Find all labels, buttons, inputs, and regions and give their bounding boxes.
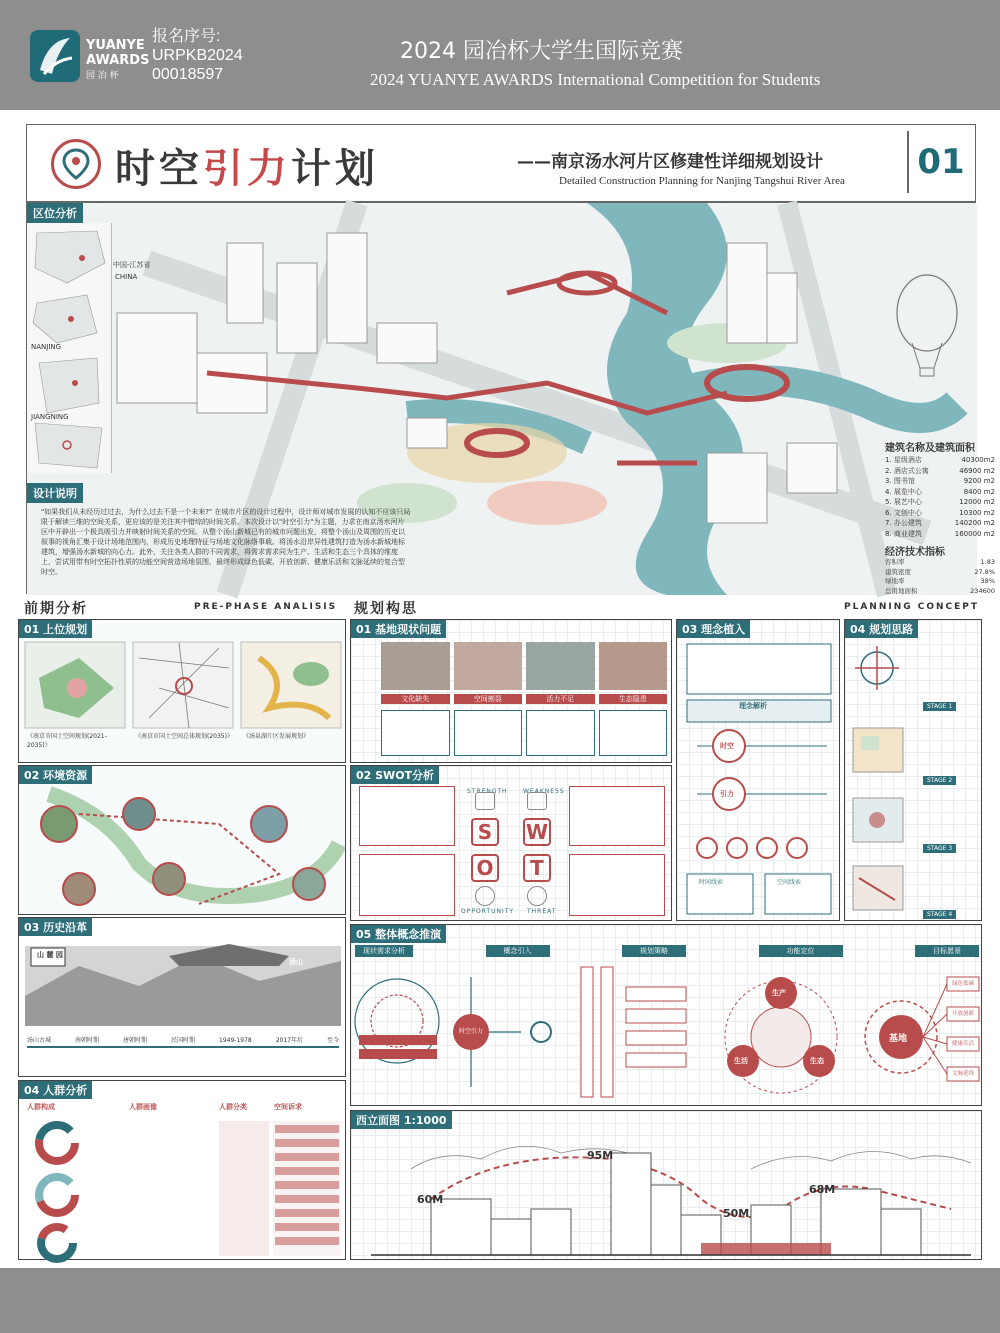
ring-ecology: 生态: [810, 1057, 824, 1065]
swot-o: O: [471, 854, 499, 882]
crown-icon: [475, 792, 495, 810]
project-title: [115, 137, 379, 194]
registration-code-2: 00018597: [152, 66, 224, 83]
crowd-title: 04 人群分析: [19, 1081, 92, 1099]
site-issue-tag: 文化缺失: [381, 694, 450, 704]
environment-map: [19, 784, 347, 914]
concept-diagram: [677, 638, 841, 918]
concept-deduction-title: 05 整体概念推演: [351, 925, 446, 943]
site-issue-note: [381, 710, 450, 756]
poster-footer: [0, 1268, 1000, 1333]
table-row: 7. 办公建筑 140200 m2: [885, 519, 995, 527]
title-part-3: 计划: [291, 146, 379, 192]
strength-box: [359, 786, 455, 846]
site-issue-note: [526, 710, 595, 756]
west-elevation-drawing: [351, 1129, 983, 1259]
history-title: 03 历史沿革: [19, 918, 92, 936]
crowd-sub-2: 人群画像: [129, 1103, 157, 1111]
swot-title: 02 SWOT分析: [351, 766, 439, 784]
history-sign-text-2: 汤山: [289, 958, 303, 966]
stage-label-3: STAGE 3: [923, 844, 956, 853]
elevation-height-50m: 50M: [723, 1207, 750, 1220]
deduction-col-header: 规划策略: [622, 945, 686, 957]
target-icon: [475, 886, 495, 906]
concept-label-spacetime: 时空: [720, 742, 734, 750]
timeline-item: 民国时期: [171, 1037, 196, 1044]
checklist-icon: [527, 792, 547, 810]
building-area-table-title: 建筑名称及建筑面积: [885, 443, 975, 454]
crowd-sub-1: 人群构成: [27, 1103, 55, 1111]
table-row: 绿地率 38%: [885, 577, 995, 585]
table-row: 1. 星级酒店 40300m2: [885, 456, 995, 464]
registration-number: [152, 27, 243, 84]
competition-title-cn: 2024 园冶杯大学生国际竞赛: [400, 39, 683, 64]
map-label-china: CHINA: [115, 273, 138, 281]
pre-analysis-band: [24, 598, 344, 618]
crowd-donuts: [19, 1115, 347, 1265]
elevation-height-68m: 68M: [809, 1183, 836, 1196]
timeline-item: 1949-1978: [219, 1037, 252, 1044]
timeline-item: 至今: [326, 1037, 339, 1044]
environment-title: 02 环境资源: [19, 766, 92, 784]
poster-header: [0, 0, 1000, 110]
sheet-number: 01: [907, 131, 973, 193]
table-row: 4. 展览中心 8400 m2: [885, 487, 995, 496]
opportunity-box: [359, 854, 455, 916]
site-issue-notes: [381, 710, 667, 756]
registration-label: 报名序号:: [152, 28, 221, 45]
history-panel: [18, 917, 346, 1077]
site-photo: [454, 642, 523, 690]
table-row: 2. 酒店式公寓 46900 m2: [885, 466, 995, 475]
title-bar: [26, 124, 976, 202]
weakness-box: [569, 786, 665, 846]
design-statement-label: 设计说明: [27, 483, 83, 503]
site-photo: [599, 642, 668, 690]
swot-word-threat: THREAT: [527, 908, 557, 915]
timeline-item: 唐朝时期: [123, 1037, 148, 1044]
upper-plan-panel: [18, 619, 346, 763]
registration-code-1: URPKB2024: [152, 47, 243, 64]
location-analysis-label: 区位分析: [27, 203, 83, 223]
site-photo: [381, 642, 450, 690]
planning-approach-panel: [844, 619, 982, 921]
title-part-1: 时空: [115, 146, 203, 192]
timeline-item: 汤山古城: [27, 1037, 52, 1044]
deduction-col-header: 现状需求分析: [355, 945, 413, 957]
upper-plan-caption-3: 《汤泉湖片区发展规划》: [243, 733, 310, 740]
logo-text-yuanye: YUANYE: [86, 38, 145, 53]
building-area-table: [885, 455, 995, 539]
deduction-core-label: 基地: [889, 1034, 908, 1044]
vision-item: 绿色低碳: [951, 981, 974, 987]
design-statement-text: "如果我们从未经历过过去，为什么过去不是一个未来?" 在城市片区的设计过程中，设计师对城市发展的认知不应该只局限于解读三维的空间关系，更应该的是关注其中错综的时间关系。本次设计以"时空引力"为主题，力求在南京汤水河片区中开辟出一个极具吸引力并映射时间关系的空间。从整个汤山新城已有的城市问题出发，将整个汤山及周围的历史以叙事的视角汇集于设计场地范围内，形成历史地理特征与场地文化脉络事载。将汤水沿岸异性建筑打造为汤水新城地标建筑，增强汤水新城的向心力。此外，关注各类人群的不同需求，将需求需求同为生产、生活和生态三个具体的维度上，尝试用带有时空拓扑性质的功能空间营造场地氛围，最终形成绿色低碳、开放创新、健康乐活和文脉延续的复合型时空。: [41, 508, 411, 576]
threat-box: [569, 854, 665, 916]
deduction-col-header: 目标愿景: [915, 945, 979, 957]
concept-panel: [676, 619, 840, 921]
table-row: 8. 商业建筑 160000 m2: [885, 529, 995, 538]
site-issue-note: [599, 710, 668, 756]
swot-t: T: [523, 854, 551, 882]
economic-indicator-table: [885, 558, 995, 596]
yuanye-logo-icon: [30, 30, 80, 82]
economic-indicator-title: 经济技术指标: [885, 547, 945, 558]
location-pin-icon: [51, 139, 101, 189]
table-row: 总用地面积 234600: [885, 586, 995, 595]
vision-item: 文脉延续: [951, 1071, 974, 1077]
pre-analysis-title-en: PRE-PHASE ANALISIS: [194, 602, 338, 612]
vision-item: 健康乐活: [951, 1041, 974, 1047]
environment-panel: [18, 765, 346, 915]
stage-label-1: STAGE 1: [923, 702, 956, 711]
site-issues-panel: [350, 619, 672, 763]
table-row: 3. 图书馆 9200 m2: [885, 477, 995, 485]
planning-concept-title: 规划构思: [354, 601, 418, 620]
planning-stages-diagrams: [845, 638, 983, 918]
pre-analysis-title: 前期分析: [24, 601, 88, 620]
swot-s: S: [471, 818, 499, 846]
logo-text-awards: AWARDS: [86, 53, 150, 68]
concept-label-space: 空间线索: [777, 879, 802, 886]
concept-label-gravity: 引力: [720, 790, 734, 798]
timeline: [27, 1036, 339, 1045]
table-row: 5. 展艺中心 12000 m2: [885, 498, 995, 506]
swot-panel: [350, 765, 672, 921]
timeline-item: 2017年后: [275, 1037, 303, 1044]
swot-word-weakness: WEAKNESS: [523, 788, 565, 795]
site-issues-title: 01 基地现状问题: [351, 620, 446, 638]
poster-board: [14, 114, 995, 1264]
swot-word-strength: STRENGTH: [467, 788, 508, 795]
project-subtitle-en: Detailed Construction Planning for Nanjing Tangshui River Area: [559, 175, 845, 187]
elevation-height-60m: 60M: [417, 1193, 444, 1206]
site-issue-note: [454, 710, 523, 756]
title-part-2: 引力: [203, 146, 291, 192]
crowd-panel: [18, 1080, 346, 1260]
logo-text-cn: 园 冶 杯: [86, 71, 119, 81]
concept-deduction-panel: [350, 924, 982, 1106]
planning-approach-title: 04 规划思路: [845, 620, 918, 638]
site-issue-tag: 活力不足: [526, 694, 595, 704]
west-elevation-panel: [350, 1110, 982, 1260]
map-label-nanjing: NANJING: [31, 343, 62, 351]
masterplan-hero: [26, 202, 995, 595]
history-collage: [19, 936, 347, 1036]
ring-living: 生活: [734, 1057, 748, 1065]
timeline-item: 南朝时期: [75, 1037, 100, 1044]
history-sign-text: 山 麓 园: [37, 951, 63, 959]
site-issue-tags: [381, 694, 667, 704]
map-label-jiangning: JIANGNING: [31, 413, 69, 421]
competition-title-en: 2024 YUANYE AWARDS International Competition for Students: [370, 70, 821, 89]
hazard-icon: [527, 886, 547, 906]
west-elevation-title: 西立面图 1:1000: [351, 1111, 452, 1129]
deduction-col-header: 概念引入: [486, 945, 550, 957]
site-issue-tag: 生态隐患: [599, 694, 668, 704]
table-row: 建筑密度 27.8%: [885, 567, 995, 576]
elevation-height-95m: 95M: [587, 1149, 614, 1162]
upper-plan-caption-2: 《南京市国土空间总体规划(2035)》: [135, 733, 233, 740]
map-label-jiangsu: 中国-江苏省: [113, 261, 151, 269]
location-map-strip: [27, 223, 151, 473]
deduction-center-label: 时空引力: [459, 1028, 484, 1035]
site-photos: [381, 642, 667, 690]
vision-item: 开放创新: [951, 1011, 974, 1017]
stage-label-2: STAGE 2: [923, 776, 956, 785]
crowd-sub-3: 人群分类: [219, 1103, 247, 1111]
concept-label-analysis: 理念解析: [739, 702, 767, 710]
deduction-col-header: 功能定位: [759, 945, 843, 957]
concept-label-time: 时间线索: [699, 879, 724, 886]
upper-plan-caption-1: 《南京市国土空间规划(2021-2035)》: [27, 733, 107, 749]
table-row: 6. 文创中心 10300 m2: [885, 508, 995, 517]
timeline-line: [27, 1046, 339, 1048]
planning-concept-title-en: PLANNING CONCEPT: [844, 602, 980, 612]
project-subtitle-cn: ——南京汤水河片区修建性详细规划设计: [517, 152, 823, 172]
concept-title: 03 理念植入: [677, 620, 750, 638]
swot-word-opportunity: OPPORTUNITY: [461, 908, 515, 915]
site-photo: [526, 642, 595, 690]
stage-label-4: STAGE 4: [923, 910, 956, 919]
crowd-sub-4: 空间诉求: [274, 1103, 302, 1111]
ring-production: 生产: [772, 989, 786, 997]
deduction-columns: [355, 945, 979, 957]
site-issue-tag: 空间割裂: [454, 694, 523, 704]
swot-w: W: [523, 818, 551, 846]
upper-plan-title: 01 上位规划: [19, 620, 92, 638]
planning-concept-band: [354, 598, 984, 618]
table-row: 容积率 1.83: [885, 558, 995, 566]
